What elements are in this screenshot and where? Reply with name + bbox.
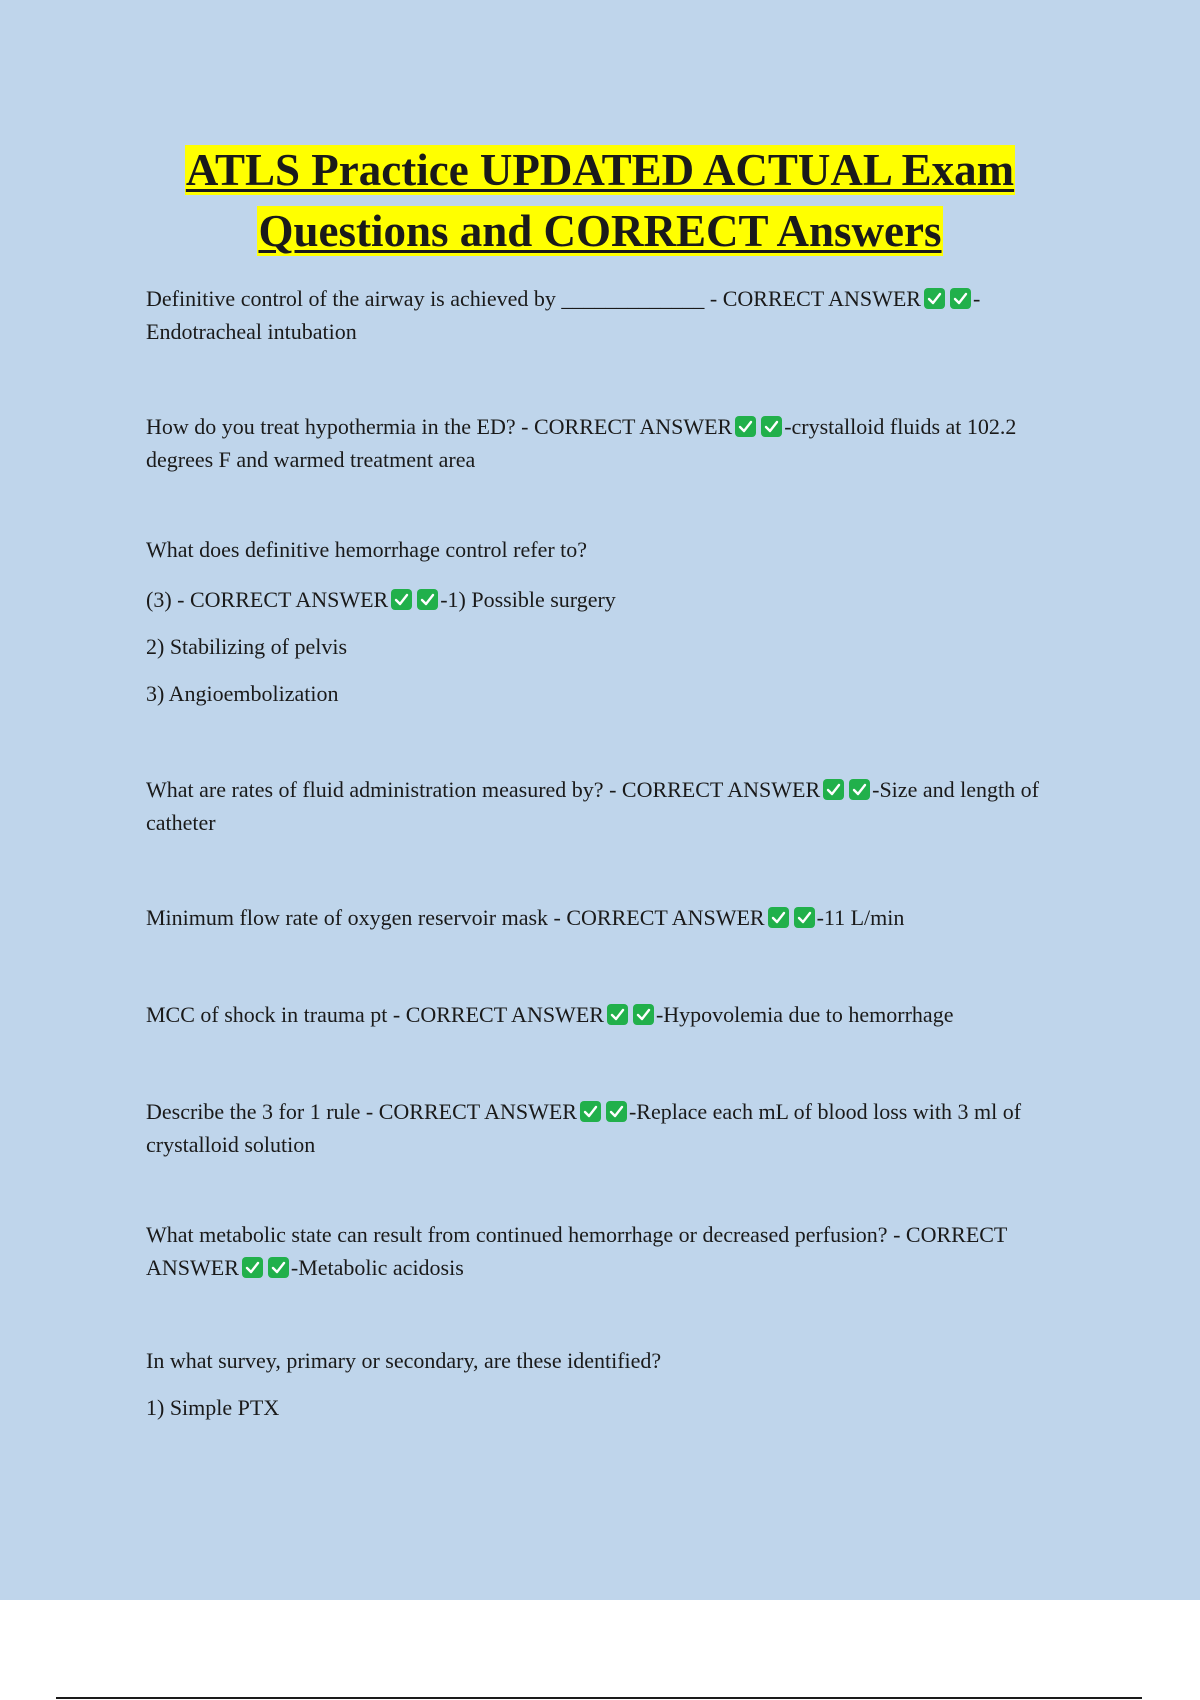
answer-text: -Hypovolemia due to hemorrhage: [655, 1002, 954, 1027]
check-mark-icon: [580, 1101, 601, 1122]
footer-divider: [56, 1697, 1142, 1699]
correct-answer-label: - CORRECT ANSWER: [177, 587, 389, 612]
question-text: What are rates of fluid administration measured by?: [146, 777, 604, 802]
qa-item: [146, 410, 1066, 476]
qa-item: [146, 1095, 1066, 1161]
check-mark-icon: [242, 1257, 263, 1278]
question-text: Describe the 3 for 1 rule: [146, 1099, 361, 1124]
check-mark-icon: [606, 1101, 627, 1122]
check-mark-icon: [417, 589, 438, 610]
question-text: Definitive control of the airway is achieved by _____________: [146, 286, 705, 311]
correct-answer-label: - CORRECT ANSWER: [146, 1222, 1007, 1280]
question-text-line-2: (3): [146, 587, 172, 612]
qa-item: [146, 533, 1066, 566]
correct-answer-label: - CORRECT ANSWER: [392, 1002, 604, 1027]
question-text: In what survey, primary or secondary, are these identified?: [146, 1348, 662, 1373]
qa-item: [146, 998, 1066, 1031]
question-text: What does definitive hemorrhage control refer to?: [146, 537, 588, 562]
qa-item: [146, 901, 1066, 934]
correct-answer-label: - CORRECT ANSWER: [609, 777, 821, 802]
answer-text: -Size and length of catheter: [146, 777, 1039, 835]
check-mark-icon: [391, 589, 412, 610]
answer-list-item: 1) Simple PTX: [146, 1395, 280, 1420]
check-mark-icon: [768, 907, 789, 928]
qa-item: [146, 282, 1066, 348]
title-line-1: ATLS Practice UPDATED ACTUAL Exam: [185, 145, 1015, 195]
answer-list-item: 3) Angioembolization: [146, 681, 339, 706]
check-mark-icon: [761, 416, 782, 437]
question-text: Minimum flow rate of oxygen reservoir mask: [146, 905, 549, 930]
check-mark-icon: [633, 1004, 654, 1025]
correct-answer-label: - CORRECT ANSWER: [553, 905, 765, 930]
check-mark-icon: [849, 779, 870, 800]
check-mark-icon: [268, 1257, 289, 1278]
check-mark-icon: [823, 779, 844, 800]
check-mark-icon: [607, 1004, 628, 1025]
title-line-2: Questions and CORRECT Answers: [258, 206, 942, 256]
answer-list-item: 2) Stabilizing of pelvis: [146, 634, 348, 659]
question-text: How do you treat hypothermia in the ED?: [146, 414, 516, 439]
check-mark-icon: [794, 907, 815, 928]
check-mark-icon: [950, 288, 971, 309]
qa-item-continued: [146, 583, 1066, 616]
correct-answer-label: - CORRECT ANSWER: [521, 414, 733, 439]
correct-answer-label: - CORRECT ANSWER: [709, 286, 921, 311]
answer-text: -crystalloid fluids at 102.2 degrees F and warmed treatment area: [146, 414, 1017, 472]
qa-item: [146, 773, 1066, 839]
qa-item: [146, 1344, 1066, 1377]
check-mark-icon: [735, 416, 756, 437]
answer-text: -11 L/min: [816, 905, 905, 930]
correct-answer-label: - CORRECT ANSWER: [365, 1099, 577, 1124]
answer-text: -1) Possible surgery: [440, 587, 616, 612]
answer-text: -Metabolic acidosis: [290, 1255, 464, 1280]
question-text: MCC of shock in trauma pt: [146, 1002, 388, 1027]
question-text: What metabolic state can result from continued hemorrhage or decreased perfusion?: [146, 1222, 888, 1247]
check-mark-icon: [924, 288, 945, 309]
document-title: [100, 140, 1100, 262]
answer-text: -Replace each mL of blood loss with 3 ml of crystalloid solution: [146, 1099, 1022, 1157]
qa-item: [146, 1218, 1066, 1284]
answer-text: -Endotracheal intubation: [146, 286, 981, 344]
